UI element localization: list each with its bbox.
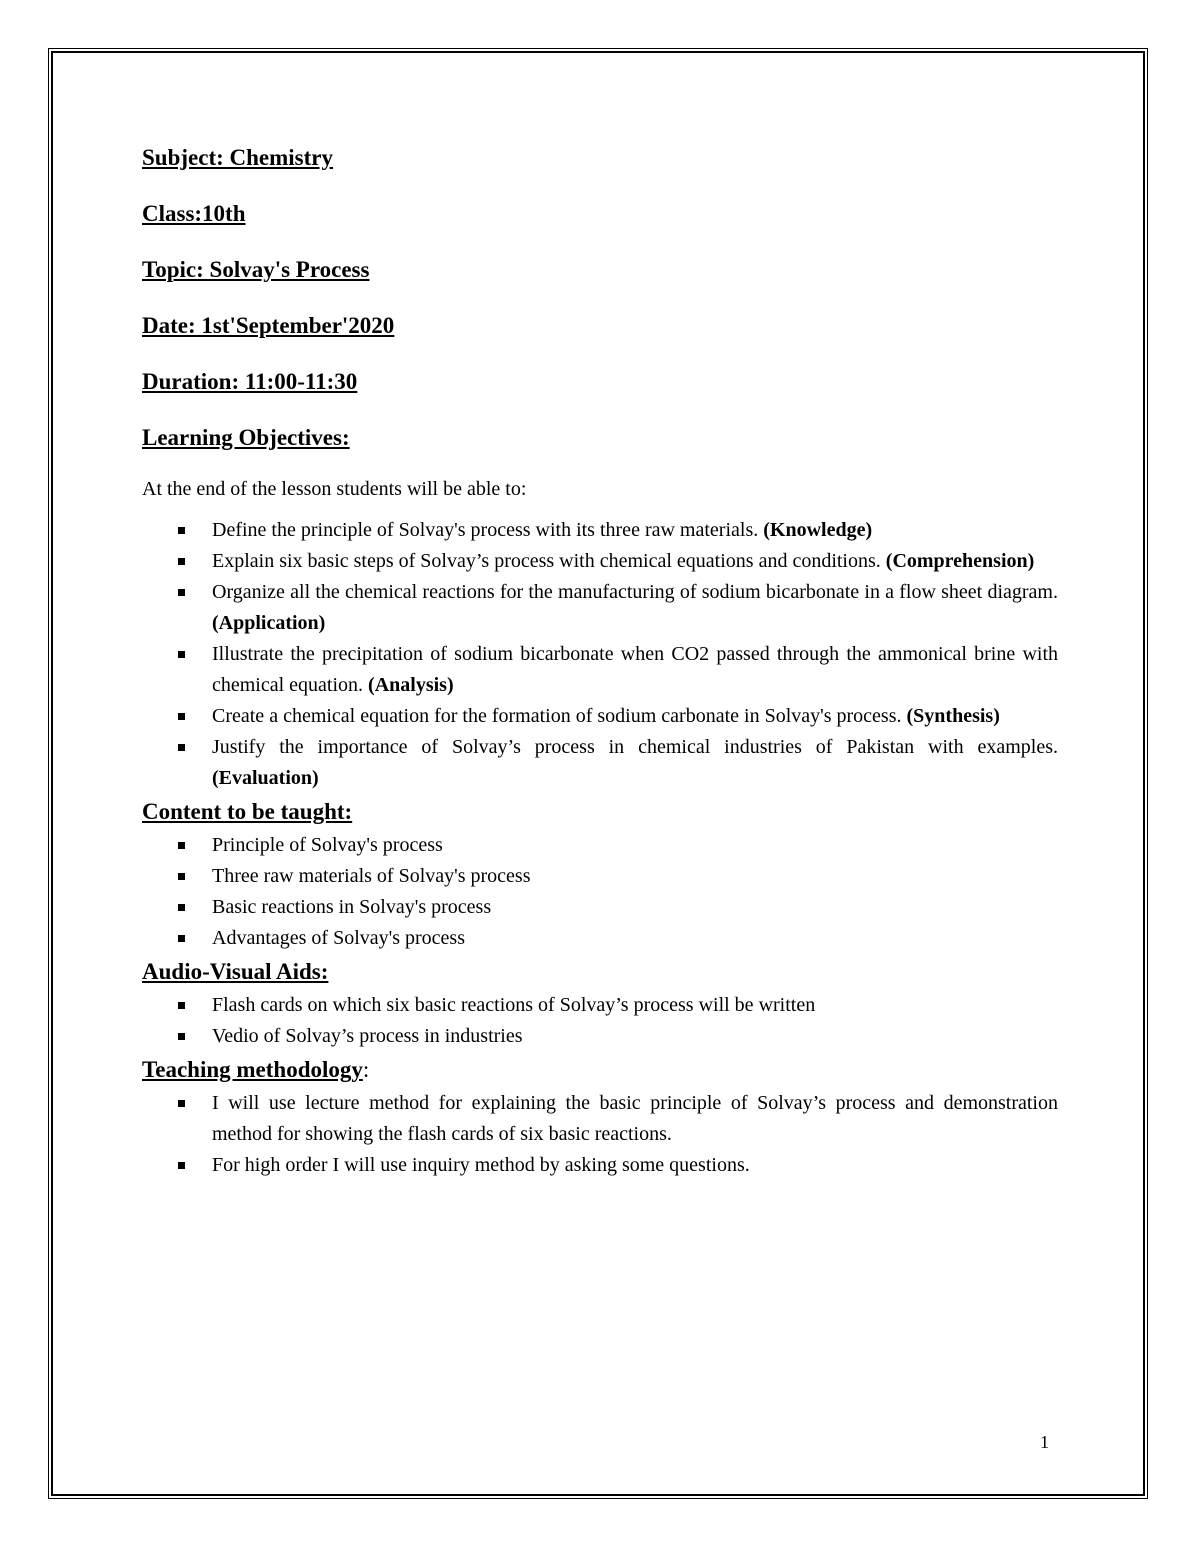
objective-level: (Application) bbox=[212, 612, 326, 634]
content-text: Three raw materials of Solvay's process bbox=[212, 865, 531, 887]
objective-level: (Comprehension) bbox=[885, 550, 1035, 572]
methodology-heading-text: Teaching methodology bbox=[142, 1057, 363, 1082]
objective-text: Create a chemical equation for the formation of sodium carbonate in Solvay's process. bbox=[212, 705, 902, 727]
objective-level: (Knowledge) bbox=[763, 519, 873, 541]
objective-level: (Analysis) bbox=[368, 674, 454, 696]
content-item bbox=[212, 861, 1058, 892]
content-text: Basic reactions in Solvay's process bbox=[212, 896, 492, 918]
lesson-plan bbox=[142, 140, 1058, 1181]
subject-line: Subject: Chemistry bbox=[142, 145, 333, 170]
aids-heading bbox=[142, 954, 1058, 990]
topic-line: Topic: Solvay's Process bbox=[142, 257, 370, 282]
objective-text: Define the principle of Solvay's process with its three raw materials. bbox=[212, 519, 759, 541]
aid-text: Vedio of Solvay’s process in industries bbox=[212, 1025, 523, 1047]
content-heading bbox=[142, 794, 1058, 830]
bullet-icon bbox=[178, 1162, 185, 1169]
content-heading-text: Content to be taught: bbox=[142, 799, 353, 824]
content-list bbox=[142, 830, 1058, 954]
bullet-icon bbox=[178, 1033, 185, 1040]
content-item bbox=[212, 830, 1058, 861]
aids-list bbox=[142, 990, 1058, 1052]
bullet-icon bbox=[178, 1100, 185, 1107]
date-line: Date: 1st'September'2020 bbox=[142, 313, 395, 338]
class-line: Class:10th bbox=[142, 201, 246, 226]
objectives-intro: At the end of the lesson students will be able to: bbox=[142, 478, 527, 500]
method-item bbox=[212, 1150, 1058, 1181]
page-number: 1 bbox=[1040, 1432, 1049, 1452]
objective-level: (Evaluation) bbox=[212, 767, 319, 789]
bullet-icon bbox=[178, 1002, 185, 1009]
aid-item bbox=[212, 1021, 1058, 1052]
objective-item bbox=[212, 639, 1058, 701]
method-item bbox=[212, 1088, 1058, 1150]
objectives-heading bbox=[142, 420, 1058, 456]
methodology-heading-suffix: : bbox=[362, 1057, 370, 1082]
bullet-icon bbox=[178, 842, 185, 849]
objective-text: Justify the importance of Solvay’s process in chemical industries of Pakistan with examples. bbox=[212, 736, 1058, 758]
method-text: For high order I will use inquiry method by asking some questions. bbox=[212, 1154, 750, 1176]
content-text: Advantages of Solvay's process bbox=[212, 927, 465, 949]
objective-item bbox=[212, 577, 1058, 639]
bullet-icon bbox=[178, 713, 185, 720]
bullet-icon bbox=[178, 589, 185, 596]
objective-item bbox=[212, 732, 1058, 794]
method-text: I will use lecture method for explaining the basic principle of Solvay’s process and demonstration method for showing the flash cards of six basic reactions. bbox=[212, 1092, 1058, 1145]
objective-level: (Synthesis) bbox=[906, 705, 1000, 727]
objective-item bbox=[212, 515, 1058, 546]
bullet-icon bbox=[178, 651, 185, 658]
bullet-icon bbox=[178, 744, 185, 751]
content-item bbox=[212, 892, 1058, 923]
bullet-icon bbox=[178, 935, 185, 942]
methodology-list bbox=[142, 1088, 1058, 1181]
content-item bbox=[212, 923, 1058, 954]
bullet-icon bbox=[178, 873, 185, 880]
objective-text: Explain six basic steps of Solvay’s process with chemical equations and conditions. bbox=[212, 550, 881, 572]
objectives-list bbox=[142, 515, 1058, 794]
objectives-heading-text: Learning Objectives: bbox=[142, 425, 350, 450]
objective-text: Illustrate the precipitation of sodium bicarbonate when CO2 passed through the ammonical brine with chemical equation. bbox=[212, 643, 1058, 696]
objective-text: Organize all the chemical reactions for the manufacturing of sodium bicarbonate in a flow sheet diagram. bbox=[212, 581, 1058, 603]
objective-item bbox=[212, 701, 1058, 732]
methodology-heading bbox=[142, 1052, 1058, 1088]
bullet-icon bbox=[178, 558, 185, 565]
content-text: Principle of Solvay's process bbox=[212, 834, 443, 856]
aids-heading-text: Audio-Visual Aids: bbox=[142, 959, 329, 984]
bullet-icon bbox=[178, 527, 185, 534]
bullet-icon bbox=[178, 904, 185, 911]
objective-item bbox=[212, 546, 1058, 577]
duration-line: Duration: 11:00-11:30 bbox=[142, 369, 358, 394]
aid-item bbox=[212, 990, 1058, 1021]
aid-text: Flash cards on which six basic reactions of Solvay’s process will be written bbox=[212, 994, 816, 1016]
